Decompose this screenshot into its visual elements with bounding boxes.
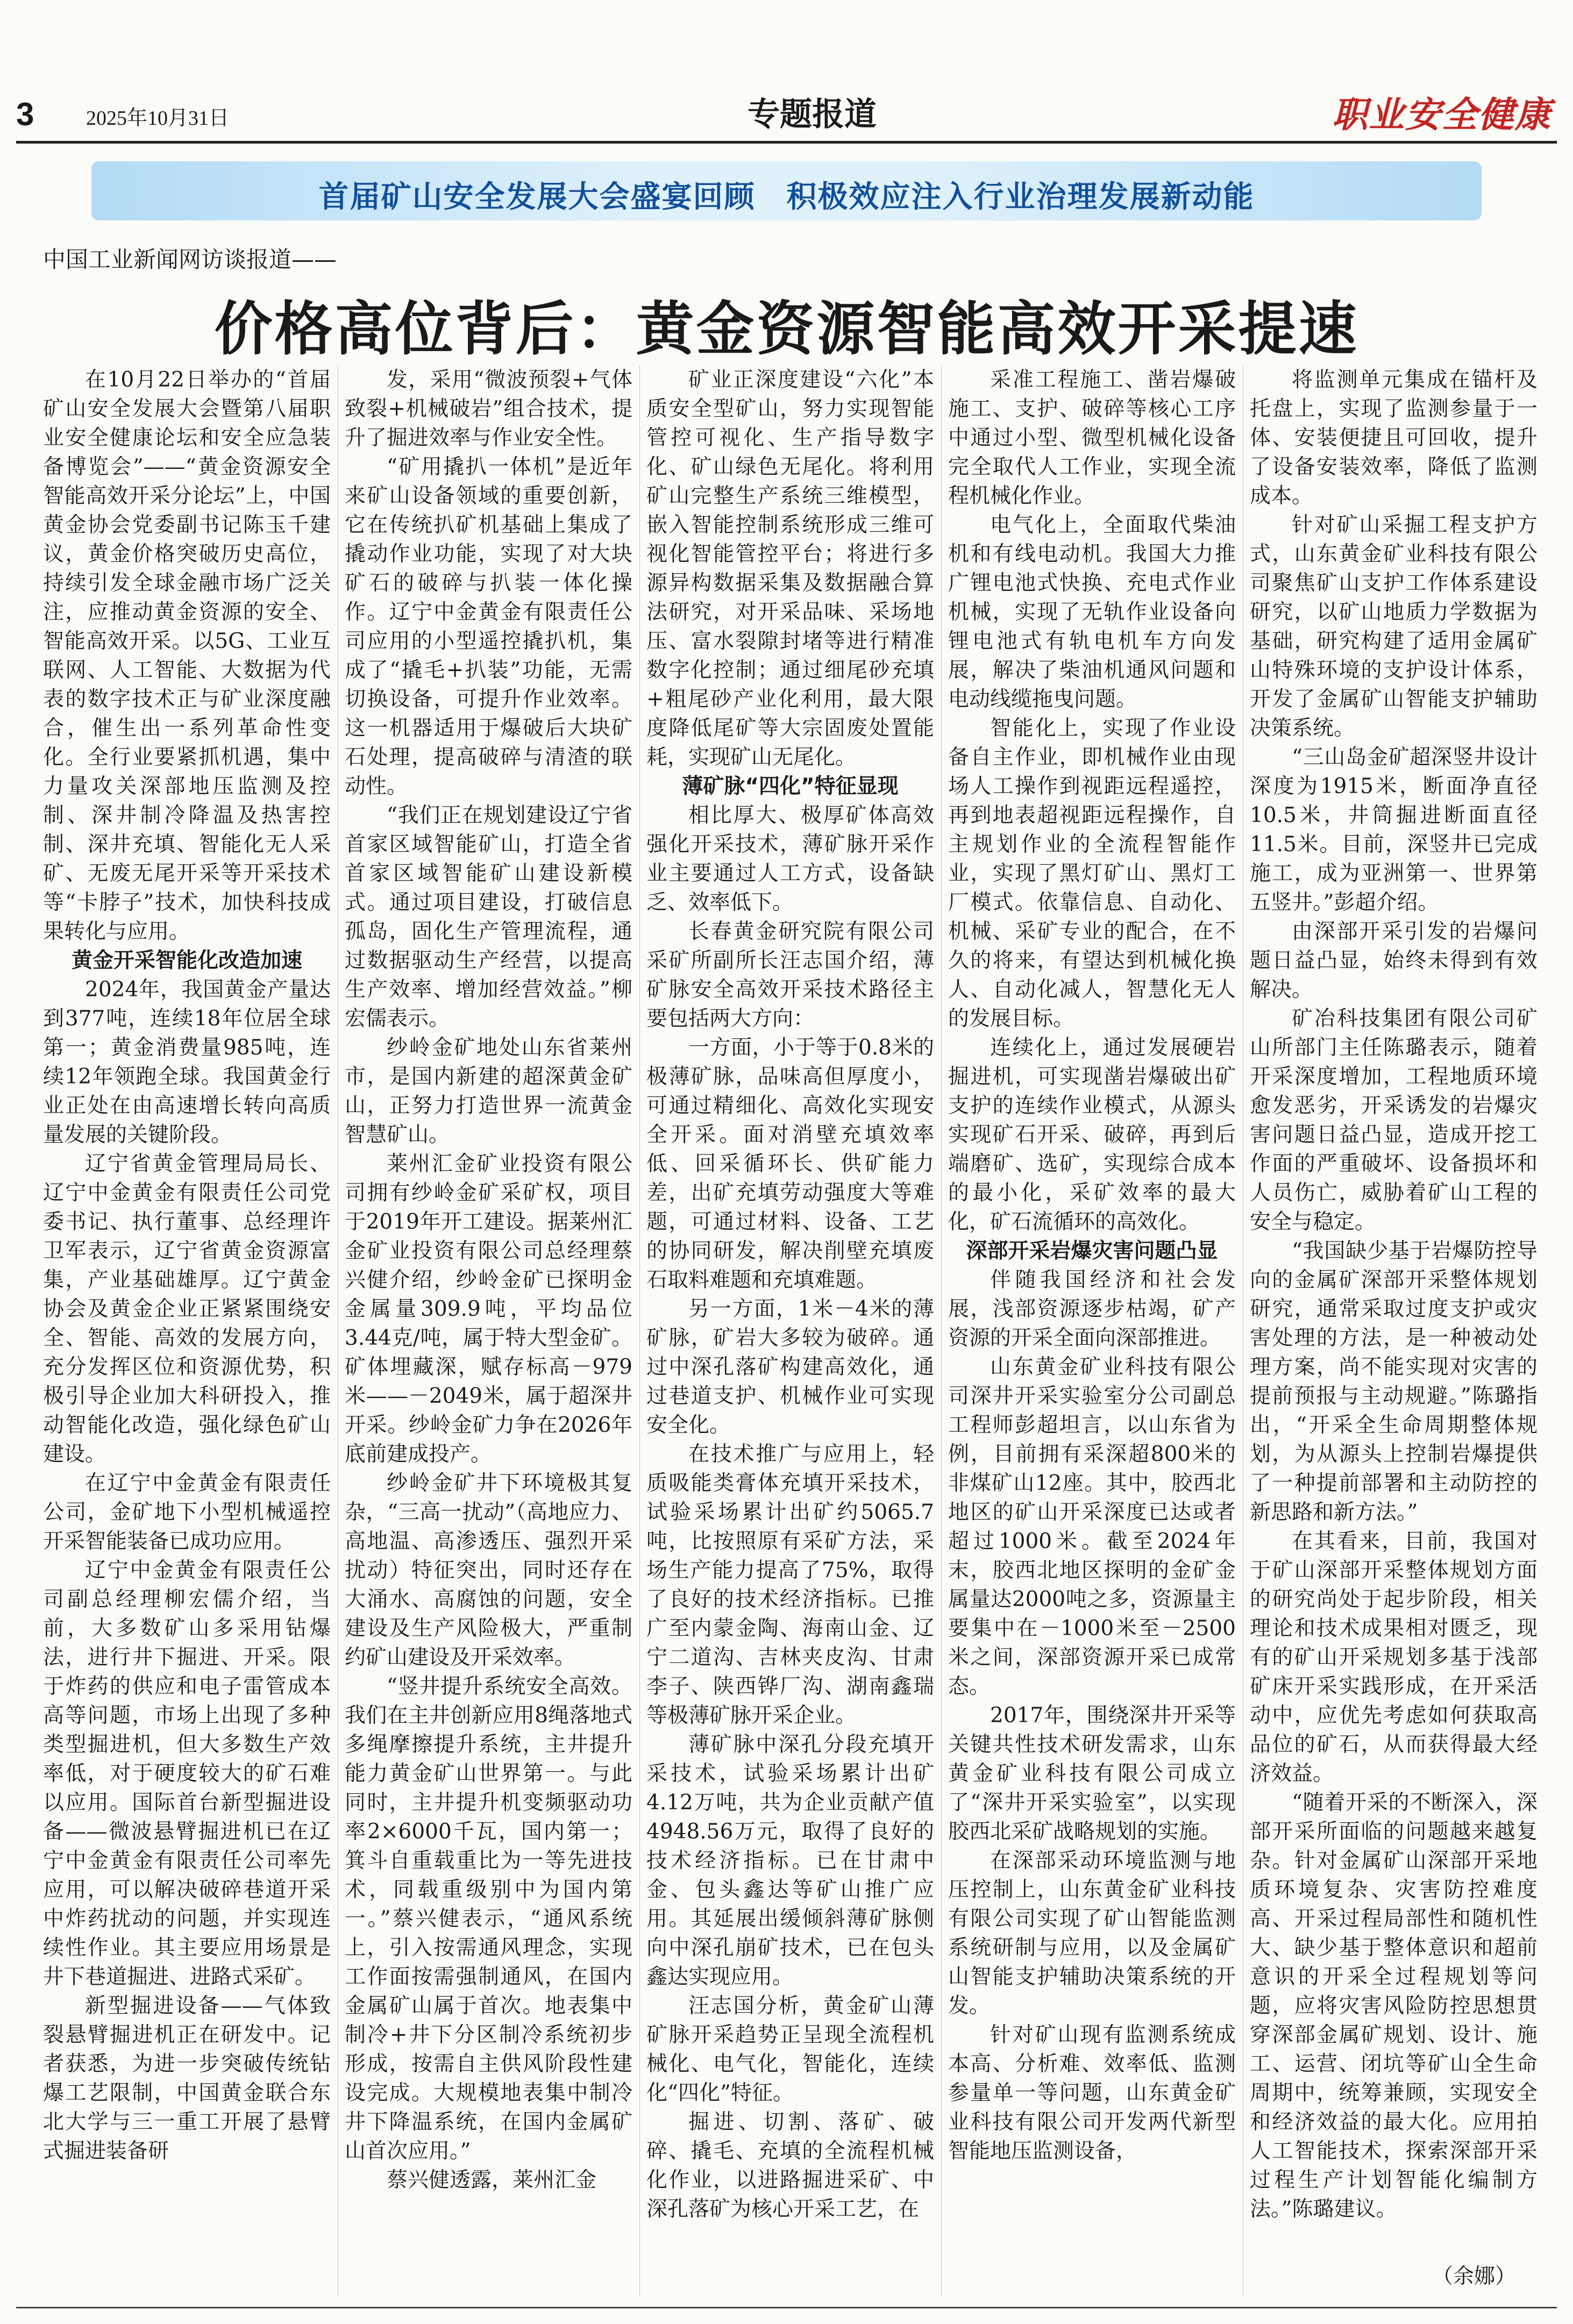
paragraph: 由深部开采引发的岩爆问题日益凸显，始终未得到有效解决。 [1250,919,1538,1002]
paragraph: 针对矿山现有监测系统成本高、分析难、效率低、监测参量单一等问题，山东黄金矿业科技有限公司开发两代新型智能地压监测设备， [948,2023,1236,2163]
paragraph: 长春黄金研究院有限公司采矿所副所长汪志国介绍，薄矿脉安全高效开采技术路径主要包括两大方向： [646,919,934,1031]
paragraph: 在辽宁中金黄金有限责任公司，金矿地下小型机械遥控开采智能装备已成功应用。 [43,1471,331,1553]
paragraph: 在其看来，目前，我国对于矿山深部开采整体规划方面的研究尚处于起步阶段，相关理论和技术成果相对匮乏，现有的矿山开采规划多基于浅部矿床开采实践形成，在开采活动中，应优先考虑如何获取高品位的矿石，从而获得最大经济效益。 [1250,1529,1538,1786]
section-title: 专题报道 [748,96,877,133]
text-column [941,366,1236,2296]
text-column [1243,366,1538,2296]
paragraph: “竖井提升系统安全高效。我们在主井创新应用8绳落地式多绳摩擦提升系统，主井提升能力黄金矿山世界第一。与此同时，主井提升机变频驱动功率2×6000千瓦，国内第一；箕斗自重载重比为一等先进技术，同载重级别中为国内第一。”蔡兴健表示，“通风系统上，引入按需通风理念，实现工作面按需强制通风，在国内金属矿山属于首次。地表集中制冷+井下分区制冷系统初步形成，按需自主供风阶段性建设完成。大规模地表集中制冷井下降温系统，在国内金属矿山首次应用。” [345,1674,632,2163]
paragraph: 掘进、切割、落矿、破碎、撬毛、充填的全流程机械化作业，以进路掘进采矿、中深孔落矿为核心开采工艺，在 [646,2110,934,2221]
subheading: 深部开采岩爆灾害问题凸显 [966,1239,1218,1263]
text-column [43,366,331,2296]
paragraph: 另一方面，1米－4米的薄矿脉，矿岩大多较为破碎。通过中深孔落矿构建高效化，通过巷道支护、机械作业可实现安全化。 [646,1297,934,1437]
issue-date: 2025年10月31日 [86,107,230,130]
paragraph: 汪志国分析，黄金矿山薄矿脉开采趋势正呈现全流程机械化、电气化，智能化，连续化“四化”特征。 [646,1994,934,2105]
paragraph: 2024年，我国黄金产量达到377吨，连续18年位居全球第一；黄金消费量985吨，连续12年领跑全球。我国黄金行业正处在由高速增长转向高质量发展的关键阶段。 [43,978,331,1147]
page-number: 3 [16,96,34,132]
paragraph: 2017年，围绕深井开采等关键共性技术研发需求，山东黄金矿业科技有限公司成立了“深井开采实验室”，以实现胶西北采矿战略规划的实施。 [948,1703,1236,1844]
bottom-rule [16,2307,1557,2308]
paragraph: 薄矿脉中深孔分段充填开采技术，试验采场累计出矿4.12万吨，共为企业贡献产值4948.56万元，取得了良好的技术经济指标。已在甘肃中金、包头鑫达等矿山推广应用。其延展出缓倾斜薄矿脉侧向中深孔崩矿技术，已在包头鑫达实现应用。 [646,1733,934,1989]
paragraph: 发，采用“微波预裂+气体致裂+机械破岩”组合技术，提升了掘进效率与作业安全性。 [345,368,632,450]
banner-text: 首届矿山安全发展大会盛宴回顾 积极效应注入行业治理发展新动能 [318,180,1255,215]
paragraph: 新型掘进设备——气体致裂悬臂掘进机正在研发中。记者获悉，为进一步突破传统钻爆工艺限制，中国黄金联合东北大学与三一重工开展了悬臂式掘进装备研 [43,1994,331,2163]
theme-banner [91,161,1482,220]
paragraph: “我们正在规划建设辽宁省首家区域智能矿山，打造全省首家区域智能矿山建设新模式。通过项目建设，打破信息孤岛，固化生产管理流程，通过数据驱动生产经营，以提高生产效率、增加经营效益。”柳宏儒表示。 [345,803,632,1031]
article-body [43,366,1538,2296]
subheading: 黄金开采智能化改造加速 [71,949,302,973]
article-kicker: 中国工业新闻网访谈报道—— [43,246,337,273]
paragraph: 辽宁省黄金管理局局长、辽宁中金黄金有限责任公司党委书记、执行董事、总经理许卫军表示，辽宁省黄金资源富集，产业基础雄厚。辽宁黄金协会及黄金企业正紧紧围绕安全、智能、高效的发展方向，充分发挥区位和资源优势，积极引导企业加大科研投入，推动智能化改造，强化绿色矿山建设。 [43,1152,331,1466]
text-column [639,366,934,2296]
paragraph: 莱州汇金矿业投资有限公司拥有纱岭金矿采矿权，项目于2019年开工建设。据莱州汇金矿业投资有限公司总经理蔡兴健介绍，纱岭金矿已探明金金属量309.9吨，平均品位3.44克/吨，属于特大型金矿。矿体埋藏深，赋存标高－979米——－2049米，属于超深井开采。纱岭金矿力争在2026年底前建成投产。 [345,1152,632,1466]
article-headline: 价格高位背后：黄金资源智能高效开采提速 [214,296,1359,363]
paragraph: 伴随我国经济和社会发展，浅部资源逐步枯竭，矿产资源的开采全面向深部推进。 [948,1268,1236,1350]
paragraph: 矿业正深度建设“六化”本质安全型矿山，努力实现智能管控可视化、生产指导数字化、矿山绿色无尾化。将利用矿山完整生产系统三维模型，嵌入智能控制系统形成三维可视化智能管控平台；将进行多源异构数据采集及数据融合算法研究，对开采品味、采场地压、富水裂隙封堵等进行精准数字化控制；通过细尾砂充填+粗尾砂产业化利用，最大限度降低尾矿等大宗固废处置能耗，实现矿山无尾化。 [646,368,934,769]
paragraph: 辽宁中金黄金有限责任公司副总经理柳宏儒介绍，当前，大多数矿山多采用钻爆法，进行井下掘进、开采。限于炸药的供应和电子雷管成本高等问题，市场上出现了多种类型掘进机，但大多数生产效率低，对于硬度较大的矿石难以应用。国际首台新型掘进设备——微波悬臂掘进机已在辽宁中金黄金有限责任公司率先应用，可以解决破碎巷道开采中炸药扰动的问题，并实现连续性作业。其主要应用场景是井下巷道掘进、进路式采矿。 [43,1558,331,1989]
paragraph: “矿用撬扒一体机”是近年来矿山设备领域的重要创新，它在传统扒矿机基础上集成了撬动作业功能，实现了对大块矿石的破碎与扒装一体化操作。辽宁中金黄金有限责任公司应用的小型遥控撬扒机，集成了“撬毛+扒装”功能，无需切换设备，可提升作业效率。这一机器适用于爆破后大块矿石处理，提高破碎与清渣的联动性。 [345,455,632,799]
paragraph: 采准工程施工、凿岩爆破施工、支护、破碎等核心工序中通过小型、微型机械化设备完全取代人工作业，实现全流程机械化作业。 [948,368,1236,508]
newspaper-logo: 职业安全健康 [1332,94,1551,136]
subheading: 薄矿脉“四化”特征显现 [682,774,899,799]
author-signature: （余娜） [1432,2264,1516,2289]
paragraph: 纱岭金矿井下环境极其复杂，“三高一扰动”（高地应力、高地温、高渗透压、强烈开采扰动）特征突出，同时还存在大涌水、高腐蚀的问题，安全建设及生产风险极大，严重制约矿山建设及开采效率。 [345,1471,632,1670]
paragraph: 电气化上，全面取代柴油机和有线电动机。我国大力推广锂电池式快换、充电式作业机械，实现了无轨作业设备向锂电池式有轨电机车方向发展，解决了柴油机通风问题和电动线缆拖曳问题。 [948,513,1236,711]
paragraph: 纱岭金矿地处山东省莱州市，是国内新建的超深黄金矿山，正努力打造世界一流黄金智慧矿山。 [345,1036,632,1147]
paragraph: “我国缺少基于岩爆防控导向的金属矿深部开采整体规划研究，通常采取过度支护或灾害处理的方法，是一种被动处理方案，尚不能实现对灾害的提前预报与主动规避。”陈璐指出，“开采全生命周期整体规划，为从源头上控制岩爆提供了一种提前部署和主动防控的新思路和新方法。” [1250,1239,1538,1524]
paragraph: 智能化上，实现了作业设备自主作业，即机械作业由现场人工操作到视距远程遥控，再到地表超视距远程操作，自主规划作业的全流程智能作业，实现了黑灯矿山、黑灯工厂模式。依靠信息、自动化、机械、采矿专业的配合，在不久的将来，有望达到机械化换人、自动化减人，智慧化无人的发展目标。 [948,716,1236,1031]
paragraph: 将监测单元集成在锚杆及托盘上，实现了监测参量于一体、安装便捷且可回收，提升了设备安装效率，降低了监测成本。 [1250,368,1538,508]
paragraph: 针对矿山采掘工程支护方式，山东黄金矿业科技有限公司聚焦矿山支护工作体系建设研究，以矿山地质力学数据为基础，研究构建了适用金属矿山特殊环境的支护设计体系，开发了金属矿山智能支护辅助决策系统。 [1250,513,1538,740]
masthead-rule [16,141,1557,144]
paragraph: “随着开采的不断深入，深部开采所面临的问题越来越复杂。针对金属矿山深部开采地质环境复杂、灾害防控难度高、开采过程局部性和随机性大、缺少基于整体意识和超前意识的开采全过程规划等问题，应将灾害风险防控思想贯穿深部金属矿规划、设计、施工、运营、闭坑等矿山全生命周期中，统筹兼顾，实现安全和经济效益的最大化。应用拍人工智能技术，探索深部开采过程生产计划智能化编制方法。”陈璐建议。 [1250,1791,1538,2221]
paragraph: 在深部采动环境监测与地压控制上，山东黄金矿业科技有限公司实现了矿山智能监测系统研制与应用，以及金属矿山智能支护辅助决策系统的开发。 [948,1849,1236,2018]
paragraph: 一方面，小于等于0.8米的极薄矿脉，品味高但厚度小，可通过精细化、高效化实现安全开采。面对消壁充填效率低、回采循环长、供矿能力差，出矿充填劳动强度大等难题，可通过材料、设备、工艺的协同研发，解决削壁充填废石取料难题和充填难题。 [646,1036,934,1292]
paragraph: 矿冶科技集团有限公司矿山所部门主任陈璐表示，随着开采深度增加，工程地质环境愈发恶劣，开采诱发的岩爆灾害问题日益凸显，造成开挖工作面的严重破坏、设备损坏和人员伤亡，威胁着矿山工程的安全与稳定。 [1250,1007,1538,1234]
paragraph: 连续化上，通过发展硬岩掘进机，可实现凿岩爆破出矿支护的连续作业模式，从源头实现矿石开采、破碎，再到后端磨矿、选矿，实现综合成本的最小化，采矿效率的最大化，矿石流循环的高效化。 [948,1036,1236,1234]
text-column [338,366,632,2296]
paragraph: 山东黄金矿业科技有限公司深井开采实验室分公司副总工程师彭超坦言，以山东省为例，目前拥有采深超800米的非煤矿山12座。其中，胶西北地区的矿山开采深度已达或者超过1000米。截至2024年末，胶西北地区探明的金矿金属量达2000吨之多，资源量主要集中在－1000米至－2500米之间，深部资源开采已成常态。 [948,1355,1236,1699]
paragraph: 相比厚大、极厚矿体高效强化开采技术，薄矿脉开采作业主要通过人工方式，设备缺乏、效率低下。 [646,803,934,915]
paragraph: 蔡兴健透露，莱州汇金 [387,2168,597,2192]
paragraph: 在技术推广与应用上，轻质吸能类膏体充填开采技术，试验采场累计出矿约5065.7吨，比按照原有采矿方法，采场生产能力提高了75%，取得了良好的技术经济指标。已推广至内蒙金陶、海南山金、辽宁二道沟、吉林夹皮沟、甘肃李子、陕西铧厂沟、湖南鑫瑞等极薄矿脉开采企业。 [646,1442,934,1728]
paragraph: “三山岛金矿超深竖井设计深度为1915米，断面净直径10.5米，井筒掘进断面直径11.5米。目前，深竖井已完成施工，成为亚洲第一、世界第五竖井。”彭超介绍。 [1250,745,1538,915]
paragraph: 在10月22日举办的“首届矿山安全发展大会暨第八届职业安全健康论坛和安全应急装备博览会”——“黄金资源安全智能高效开采分论坛”上，中国黄金协会党委副书记陈玉千建议，黄金价格突破历史高位，持续引发全球金融市场广泛关注，应推动黄金资源的安全、智能高效开采。以5G、工业互联网、人工智能、大数据为代表的数字技术正与矿业深度融合，催生出一系列革命性变化。全行业要紧抓机遇，集中力量攻关深部地压监测及控制、深井制冷降温及热害控制、深井充填、智能化无人采矿、无废无尾开采等开采技术等“卡脖子”技术，加快科技成果转化与应用。 [43,368,331,944]
